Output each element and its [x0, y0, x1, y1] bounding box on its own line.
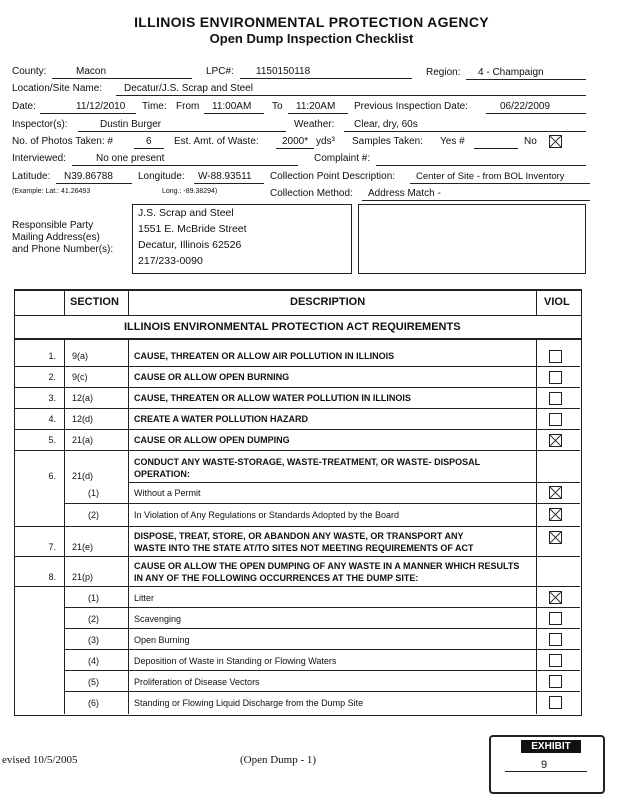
from-label: From — [176, 101, 200, 112]
col-description-header: DESCRIPTION — [290, 296, 366, 308]
weather-label: Weather: — [294, 119, 335, 130]
row-8-6-desc: Standing or Flowing Liquid Discharge from the Dump Site — [134, 698, 364, 708]
latitude-value: N39.86788 — [64, 171, 113, 182]
row-1-desc: CAUSE, THREATEN OR ALLOW AIR POLLUTION IN ILLINOIS — [134, 351, 395, 361]
region-value: 4 - Champaign — [478, 67, 544, 78]
row-8-4-sub: (4) — [88, 656, 99, 666]
county-value: Macon — [76, 66, 107, 77]
row-6-desc: CONDUCT ANY WASTE-STORAGE, WASTE-TREATMENT, OR WASTE- DISPOSAL — [134, 457, 481, 467]
samples-label: Samples Taken: — [352, 136, 423, 147]
row-3-number: 3. — [48, 393, 56, 403]
collection-point-label: Collection Point Description: — [270, 171, 396, 182]
longitude-label: Longitude: — [138, 171, 185, 182]
site-label: Location/Site Name: — [12, 83, 103, 94]
row-4-number: 4. — [48, 414, 56, 424]
photos-label: No. of Photos Taken: # — [12, 136, 113, 147]
row-7-desc: DISPOSE, TREAT, STORE, OR ABANDON ANY WASTE, OR TRANSPORT ANY — [134, 531, 464, 541]
row-7-desc-2: WASTE INTO THE STATE AT/TO SITES NOT MEETING REQUIREMENTS OF ACT — [134, 543, 474, 553]
complaint-label: Complaint #: — [314, 153, 371, 164]
row-6-desc-2: OPERATION: — [134, 469, 190, 479]
row-8-desc-2: IN ANY OF THE FOLLOWING OCCURRENCES AT THE DUMP SITE: — [134, 573, 419, 583]
collection-point-value: Center of Site - from BOL Inventory — [416, 171, 565, 182]
waste-unit: yds³ — [316, 136, 335, 147]
row-7-viol-checkbox[interactable] — [549, 531, 562, 544]
site-value: Decatur/J.S. Scrap and Steel — [124, 83, 253, 94]
row-3-desc: CAUSE, THREATEN OR ALLOW WATER POLLUTION IN ILLINOIS — [134, 393, 411, 403]
lpc-value: 1150150118 — [256, 66, 311, 77]
lat-example: (Example: Lat.: 41.26493 — [12, 188, 91, 195]
row-3-viol-checkbox[interactable] — [549, 392, 562, 405]
row-5-viol-checkbox[interactable] — [549, 434, 562, 447]
to-label: To — [272, 101, 283, 112]
to-value: 11:20AM — [296, 101, 336, 112]
row-8-2-sub: (2) — [88, 614, 99, 624]
row-6-2-viol-checkbox[interactable] — [549, 508, 562, 521]
form-title: Open Dump Inspection Checklist — [209, 31, 414, 46]
samples-no-label: No — [524, 136, 537, 147]
col-section-header: SECTION — [70, 296, 119, 308]
row-8-5-sub: (5) — [88, 677, 99, 687]
waste-value: 2000* — [282, 136, 309, 147]
row-8-1-viol-checkbox[interactable] — [549, 591, 562, 604]
samples-yes-label: Yes # — [440, 136, 465, 147]
row-2-viol-checkbox[interactable] — [549, 371, 562, 384]
row-6-1-viol-checkbox[interactable] — [549, 486, 562, 499]
row-1-section: 9(a) — [72, 351, 89, 361]
rp-label-2: Mailing Address(es) — [12, 232, 100, 243]
lpc-label: LPC#: — [206, 66, 234, 77]
latitude-label: Latitude: — [12, 171, 51, 182]
photos-value: 6 — [146, 136, 152, 147]
row-6-1-desc: Without a Permit — [134, 488, 201, 498]
row-6-2-sub: (2) — [88, 510, 99, 520]
group-title: ILLINOIS ENVIRONMENTAL PROTECTION ACT REQUIREMENTS — [124, 321, 461, 333]
row-8-5-viol-checkbox[interactable] — [549, 675, 562, 688]
rp-line-2: 1551 E. McBride Street — [138, 223, 247, 235]
row-8-6-sub: (6) — [88, 698, 99, 708]
row-7-number: 7. — [48, 542, 56, 552]
weather-value: Clear, dry, 60s — [354, 119, 418, 130]
row-5-number: 5. — [48, 435, 56, 445]
row-3-section: 12(a) — [72, 393, 94, 403]
row-8-1-sub: (1) — [88, 593, 99, 603]
from-value: 11:00AM — [212, 101, 252, 112]
collection-method-value: Address Match - — [368, 188, 441, 199]
row-8-number: 8. — [48, 572, 56, 582]
row-5-section: 21(a) — [72, 435, 94, 445]
row-8-2-viol-checkbox[interactable] — [549, 612, 562, 625]
row-6-1-sub: (1) — [88, 488, 99, 498]
samples-no-checkbox[interactable] — [549, 135, 562, 148]
rp-label-3: and Phone Number(s): — [12, 244, 114, 255]
county-label: County: — [12, 66, 47, 77]
row-2-desc: CAUSE OR ALLOW OPEN BURNING — [134, 372, 290, 382]
rp-line-1: J.S. Scrap and Steel — [138, 207, 234, 219]
date-label: Date: — [12, 101, 36, 112]
row-8-section: 21(p) — [72, 572, 94, 582]
row-8-3-desc: Open Burning — [134, 635, 190, 645]
row-7-section: 21(e) — [72, 542, 94, 552]
row-6-number: 6. — [48, 471, 56, 481]
revised-date: evised 10/5/2005 — [2, 754, 78, 766]
prev-inspection-value: 06/22/2009 — [500, 101, 551, 112]
rp-line-4: 217/233-0090 — [138, 255, 203, 267]
page-label: (Open Dump - 1) — [240, 754, 317, 766]
row-4-viol-checkbox[interactable] — [549, 413, 562, 426]
row-8-3-sub: (3) — [88, 635, 99, 645]
row-1-number: 1. — [48, 351, 56, 361]
exhibit-label: EXHIBIT — [521, 740, 581, 753]
row-8-6-viol-checkbox[interactable] — [549, 696, 562, 709]
exhibit-sticker — [489, 735, 605, 794]
exhibit-number: 9 — [541, 759, 548, 771]
row-2-number: 2. — [48, 372, 56, 382]
row-1-viol-checkbox[interactable] — [549, 350, 562, 363]
rp-line-3: Decatur, Illinois 62526 — [138, 239, 242, 251]
row-4-section: 12(d) — [72, 414, 94, 424]
waste-label: Est. Amt. of Waste: — [174, 136, 259, 147]
region-label: Region: — [426, 67, 461, 78]
row-4-desc: CREATE A WATER POLLUTION HAZARD — [134, 414, 308, 424]
row-6-2-desc: In Violation of Any Regulations or Standards Adopted by the Board — [134, 510, 400, 520]
interviewed-label: Interviewed: — [12, 153, 66, 164]
collection-method-label: Collection Method: — [270, 188, 353, 199]
row-8-2-desc: Scavenging — [134, 614, 182, 624]
row-8-desc: CAUSE OR ALLOW THE OPEN DUMPING OF ANY WASTE IN A MANNER WHICH RESULTS — [134, 561, 520, 571]
inspector-value: Dustin Burger — [100, 119, 162, 130]
prev-inspection-label: Previous Inspection Date: — [354, 101, 468, 112]
row-8-5-desc: Proliferation of Disease Vectors — [134, 677, 260, 687]
time-label: Time: — [142, 101, 167, 112]
row-8-3-viol-checkbox[interactable] — [549, 633, 562, 646]
row-6-section: 21(d) — [72, 471, 94, 481]
row-8-1-desc: Litter — [134, 593, 155, 603]
date-value: 11/12/2010 — [76, 101, 126, 112]
row-2-section: 9(c) — [72, 372, 88, 382]
longitude-value: W-88.93511 — [198, 171, 252, 182]
rp-box-right — [358, 204, 586, 274]
lon-example: Long.: -89.38294) — [162, 188, 218, 195]
row-8-4-viol-checkbox[interactable] — [549, 654, 562, 667]
interviewed-value: No one present — [96, 153, 165, 164]
row-8-4-desc: Deposition of Waste in Standing or Flowing Waters — [134, 656, 337, 666]
row-5-desc: CAUSE OR ALLOW OPEN DUMPING — [134, 435, 290, 445]
inspector-label: Inspector(s): — [12, 119, 68, 130]
agency-title: ILLINOIS ENVIRONMENTAL PROTECTION AGENCY — [134, 14, 489, 30]
rp-label-1: Responsible Party — [12, 220, 94, 231]
col-viol-header: VIOL — [544, 296, 570, 308]
